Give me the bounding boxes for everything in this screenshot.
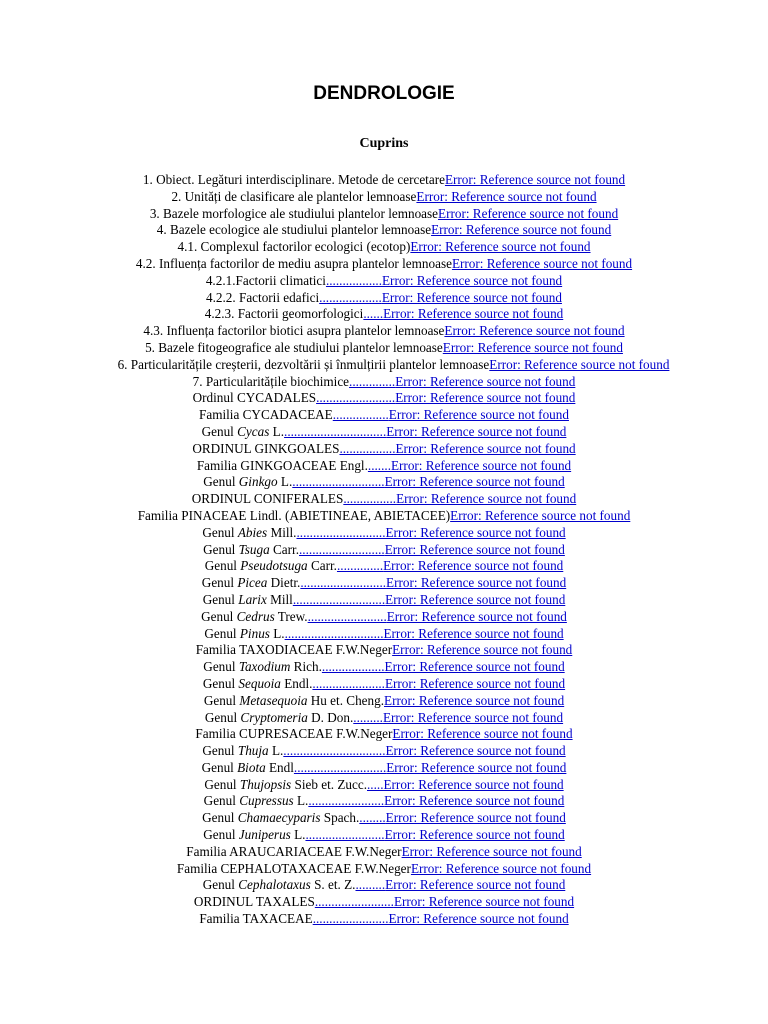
toc-leader-dots: ........................ (305, 827, 385, 843)
toc-entry-text: 4.2. Influența factorilor de mediu asupra plantelor lemnoase (135, 255, 452, 271)
toc-page-link[interactable]: Error: Reference source not found (386, 575, 567, 591)
toc-entry-genus: Juniperus (238, 827, 291, 843)
toc-entry (0, 256, 768, 273)
toc-page-link[interactable]: Error: Reference source not found (438, 205, 619, 221)
toc-entry (0, 626, 768, 643)
toc-entry (0, 592, 768, 609)
toc-entry (0, 861, 768, 878)
toc-entry-text: Genul (204, 625, 240, 641)
toc-leader-dots: ......... (353, 709, 383, 725)
toc-entry-genus: Abies (237, 524, 268, 540)
toc-entry-author: Endl. (280, 675, 313, 691)
toc-page-link[interactable]: Error: Reference source not found (396, 491, 577, 507)
toc-entry-text: 3. Bazele morfologice ale studiului plantelor lemnoase (149, 205, 439, 221)
toc-leader-dots: ......... (355, 877, 386, 893)
toc-page-link[interactable]: Error: Reference source not found (383, 776, 564, 792)
toc-entry (0, 474, 768, 491)
toc-leader-dots: ................... (321, 659, 385, 675)
toc-leader-dots: ............................ (292, 474, 385, 490)
toc-page-link[interactable]: Error: Reference source not found (386, 759, 567, 775)
toc-entry-text: ORDINUL CONIFERALES (191, 491, 344, 507)
toc-entry-text: Familia CUPRESACEAE F.W.Neger (195, 726, 393, 742)
toc-heading: Cuprins (359, 136, 409, 151)
toc-entry-text: 7. Particularitățile biochimice (192, 373, 350, 389)
toc-entry-text: Genul (204, 558, 241, 574)
toc-entry-author: L. (269, 423, 285, 439)
toc-entry (0, 575, 768, 592)
toc-entry-genus: Ginkgo (238, 474, 278, 490)
toc-entry-text: ORDINUL GINKGOALES (192, 440, 340, 456)
toc-entry (0, 877, 768, 894)
toc-entry-text: 6. Particularitățile creșterii, dezvoltării și înmulțirii plantelor lemnoase (117, 356, 490, 372)
toc-entry-text: Genul (202, 675, 239, 691)
toc-entry (0, 542, 768, 559)
toc-page-link[interactable]: Error: Reference source not found (431, 222, 612, 238)
toc-leader-dots: ....................... (308, 793, 385, 809)
toc-entry-author: Carr. (269, 541, 299, 557)
toc-entry-text: Genul (202, 810, 238, 826)
toc-page-link[interactable]: Error: Reference source not found (385, 743, 566, 759)
toc-page-link[interactable]: Error: Reference source not found (386, 608, 567, 624)
toc-entry (0, 189, 768, 206)
toc-leader-dots: ....................... (312, 911, 389, 927)
toc-entry-author: D. Don. (307, 709, 354, 725)
toc-entry-author: L. (290, 827, 306, 843)
toc-entry-genus: Pseudotsuga (240, 558, 308, 574)
toc-entry-text: 2. Unități de clasificare ale plantelor lemnoase (171, 188, 417, 204)
toc-page-link[interactable]: Error: Reference source not found (392, 642, 573, 658)
toc-entry-text: Ordinul CYCADALES (192, 390, 317, 406)
toc-leader-dots: ............................... (284, 423, 387, 439)
toc-leader-dots: ....... (367, 457, 391, 473)
toc-page-link[interactable]: Error: Reference source not found (385, 524, 566, 540)
toc-entry (0, 357, 768, 374)
table-of-contents (0, 172, 768, 928)
toc-page-link[interactable]: Error: Reference source not found (382, 272, 563, 288)
toc-page-link[interactable]: Error: Reference source not found (395, 440, 576, 456)
toc-entry-genus: Cryptomeria (240, 709, 308, 725)
toc-entry (0, 290, 768, 307)
toc-leader-dots: ........................ (307, 608, 387, 624)
toc-entry (0, 458, 768, 475)
toc-entry-text: Familia TAXODIACEAE F.W.Neger (195, 642, 393, 658)
toc-entry (0, 659, 768, 676)
toc-entry-text: Genul (203, 474, 239, 490)
toc-entry-text: Genul (202, 743, 238, 759)
toc-entry (0, 441, 768, 458)
toc-entry-author: S. et. Z. (310, 877, 356, 893)
toc-entry (0, 777, 768, 794)
toc-entry-text: Familia ARAUCARIACEAE F.W.Neger (186, 843, 402, 859)
toc-entry (0, 844, 768, 861)
toc-entry-author: Dietr. (267, 575, 301, 591)
toc-entry (0, 222, 768, 239)
toc-leader-dots: ................. (332, 407, 389, 423)
toc-entry (0, 911, 768, 928)
toc-page-link[interactable]: Error: Reference source not found (442, 339, 623, 355)
toc-page-link[interactable]: Error: Reference source not found (384, 659, 565, 675)
toc-leader-dots: ................ (343, 491, 397, 507)
toc-entry (0, 676, 768, 693)
toc-entry-text: Familia CEPHALOTAXACEAE F.W.Neger (176, 860, 411, 876)
toc-entry-author: Trew. (274, 608, 308, 624)
toc-page-link[interactable]: Error: Reference source not found (392, 726, 573, 742)
toc-entry (0, 206, 768, 223)
toc-entry-author: L. (293, 793, 309, 809)
toc-entry-text: 4. Bazele ecologice ale studiului plantelor lemnoase (156, 222, 432, 238)
toc-entry-genus: Chamaecyparis (237, 810, 321, 826)
toc-entry-text: Familia GINKGOACEAE Engl. (196, 457, 368, 473)
toc-entry-genus: Taxodium (238, 659, 291, 675)
toc-entry (0, 172, 768, 189)
toc-leader-dots: ...................... (312, 675, 385, 691)
toc-entry-genus: Thujopsis (239, 776, 292, 792)
toc-entry (0, 508, 768, 525)
toc-entry-text: Genul (203, 827, 239, 843)
toc-entry-genus: Picea (237, 575, 268, 591)
toc-entry (0, 827, 768, 844)
toc-entry-text: 5. Bazele fitogeografice ale studiului plantelor lemnoase (145, 339, 443, 355)
toc-page-link[interactable]: Error: Reference source not found (384, 474, 565, 490)
toc-entry (0, 525, 768, 542)
toc-page-link[interactable]: Error: Reference source not found (385, 810, 566, 826)
toc-page-link[interactable]: Error: Reference source not found (383, 625, 564, 641)
toc-entry (0, 710, 768, 727)
toc-entry-text: Genul (203, 793, 240, 809)
toc-entry-text: 4.2.1.Factorii climatici (205, 272, 326, 288)
toc-page-link[interactable]: Error: Reference source not found (410, 860, 592, 876)
toc-entry (0, 743, 768, 760)
toc-page-link[interactable]: Error: Reference source not found (395, 373, 576, 389)
toc-leader-dots: ........ (359, 810, 386, 826)
toc-entry-text: Genul (202, 591, 239, 607)
toc-entry-text: Genul (201, 575, 238, 591)
toc-entry-author: L. (268, 743, 284, 759)
toc-page-link[interactable]: Error: Reference source not found (385, 591, 566, 607)
toc-entry (0, 323, 768, 340)
toc-page-link[interactable]: Error: Reference source not found (416, 188, 597, 204)
toc-page-link[interactable]: Error: Reference source not found (395, 390, 576, 406)
toc-page-link[interactable]: Error: Reference source not found (401, 843, 582, 859)
toc-page-link[interactable]: Error: Reference source not found (444, 323, 625, 339)
toc-entry-genus: Cupressus (239, 793, 294, 809)
toc-entry-text: 4.2.2. Factorii edafici (206, 289, 320, 305)
toc-leader-dots: .......................... (300, 575, 387, 591)
toc-entry-text: Genul (202, 524, 238, 540)
toc-entry-author: Mill. (267, 524, 297, 540)
toc-entry-author: L. (269, 625, 285, 641)
toc-page-link[interactable]: Error: Reference source not found (410, 239, 591, 255)
toc-entry-author: L. (277, 474, 293, 490)
toc-leader-dots: ..... (367, 776, 384, 792)
toc-entry (0, 239, 768, 256)
toc-entry-author: Mill (266, 591, 293, 607)
toc-page-link[interactable]: Error: Reference source not found (390, 457, 572, 473)
toc-entry-text: Genul (201, 759, 238, 775)
toc-page-link[interactable]: Error: Reference source not found (384, 692, 565, 708)
toc-entry-genus: Thuja (237, 743, 269, 759)
toc-page-link[interactable]: Error: Reference source not found (384, 793, 565, 809)
toc-leader-dots: ...... (363, 306, 384, 322)
toc-entry (0, 793, 768, 810)
toc-leader-dots: ............................ (292, 591, 386, 607)
toc-page-link[interactable]: Error: Reference source not found (388, 407, 569, 423)
toc-entry (0, 374, 768, 391)
toc-page-link[interactable]: Error: Reference source not found (383, 306, 564, 322)
toc-entry-text: Genul (202, 877, 239, 893)
toc-page-link[interactable]: Error: Reference source not found (383, 558, 564, 574)
toc-entry-text: Familia PINACEAE Lindl. (ABIETINEAE, ABIETACEE) (137, 507, 451, 523)
toc-leader-dots: .............. (336, 558, 384, 574)
toc-entry-text: 4.1. Complexul factorilor ecologici (ecotop) (177, 239, 411, 255)
toc-entry (0, 810, 768, 827)
toc-entry (0, 424, 768, 441)
toc-entry-genus: Sequoia (238, 675, 281, 691)
toc-entry-text: Genul (203, 659, 239, 675)
toc-leader-dots: ............................... (283, 743, 386, 759)
toc-entry-genus: Cephalotaxus (238, 877, 311, 893)
toc-entry-text: Genul (203, 541, 239, 557)
toc-leader-dots: ............................ (293, 759, 387, 775)
toc-entry (0, 726, 768, 743)
toc-entry-author: Carr. (307, 558, 337, 574)
toc-entry (0, 306, 768, 323)
toc-leader-dots: .............................. (284, 625, 384, 641)
toc-entry-text: Genul (204, 776, 240, 792)
toc-page-link[interactable]: Error: Reference source not found (489, 356, 670, 372)
toc-leader-dots: .............. (349, 373, 396, 389)
toc-entry-text: Familia CYCADACEAE (199, 407, 333, 423)
toc-entry (0, 760, 768, 777)
toc-entry (0, 340, 768, 357)
toc-page-link[interactable]: Error: Reference source not found (451, 255, 633, 271)
toc-entry-author: Rich. (290, 659, 322, 675)
toc-entry (0, 558, 768, 575)
toc-entry-author: Endl (265, 759, 294, 775)
toc-leader-dots: ........................ (314, 894, 394, 910)
toc-entry (0, 390, 768, 407)
toc-page-link[interactable]: Error: Reference source not found (444, 172, 626, 187)
toc-entry-text: 1. Obiect. Legături interdisciplinare. Metode de cercetare (142, 172, 445, 187)
document-title: DENDROLOGIE (313, 83, 455, 104)
toc-leader-dots: ........................... (296, 524, 386, 540)
toc-page-link[interactable]: Error: Reference source not found (382, 709, 564, 725)
toc-page-link[interactable]: Error: Reference source not found (384, 541, 565, 557)
toc-entry-text: Genul (201, 608, 237, 624)
toc-entry-genus: Cedrus (236, 608, 275, 624)
toc-entry (0, 491, 768, 508)
toc-page-link[interactable]: Error: Reference source not found (384, 827, 565, 843)
toc-leader-dots: ................. (325, 272, 382, 288)
toc-entry-genus: Cycas (237, 423, 270, 439)
toc-entry (0, 273, 768, 290)
toc-entry-genus: Metasequoia (239, 692, 308, 708)
toc-entry-text: ORDINUL TAXALES (193, 894, 315, 910)
toc-leader-dots: ................. (339, 440, 396, 456)
toc-entry-author: Hu et. Cheng. (307, 692, 385, 708)
toc-entry-text: Genul (204, 709, 241, 725)
toc-entry-author: Spach. (320, 810, 360, 826)
toc-page-link[interactable]: Error: Reference source not found (381, 289, 562, 305)
toc-entry-text: 4.3. Influența factorilor biotici asupra plantelor lemnoase (143, 323, 445, 339)
toc-leader-dots: .......................... (299, 541, 385, 557)
toc-entry-text: Genul (201, 423, 238, 439)
toc-entry-genus: Tsuga (238, 541, 270, 557)
toc-leader-dots: ........................ (316, 390, 396, 406)
toc-entry (0, 642, 768, 659)
toc-page-link[interactable]: Error: Reference source not found (388, 911, 569, 927)
toc-page-link[interactable]: Error: Reference source not found (450, 507, 631, 523)
toc-page-link[interactable]: Error: Reference source not found (384, 675, 566, 691)
toc-entry (0, 609, 768, 626)
toc-leader-dots: ................... (319, 289, 382, 305)
toc-page-link[interactable]: Error: Reference source not found (386, 423, 567, 439)
toc-entry-genus: Pinus (239, 625, 270, 641)
toc-entry-genus: Larix (238, 591, 267, 607)
toc-entry-genus: Biota (237, 759, 266, 775)
toc-entry-text: Familia TAXACEAE (199, 911, 313, 927)
toc-page-link[interactable]: Error: Reference source not found (393, 894, 575, 910)
toc-entry (0, 894, 768, 911)
toc-entry-text: 4.2.3. Factorii geomorfologici (204, 306, 364, 322)
toc-entry-text: Genul (203, 692, 240, 708)
toc-entry (0, 693, 768, 710)
toc-entry-author: Sieb et. Zucc. (291, 776, 367, 792)
toc-entry (0, 407, 768, 424)
toc-page-link[interactable]: Error: Reference source not found (385, 877, 566, 893)
